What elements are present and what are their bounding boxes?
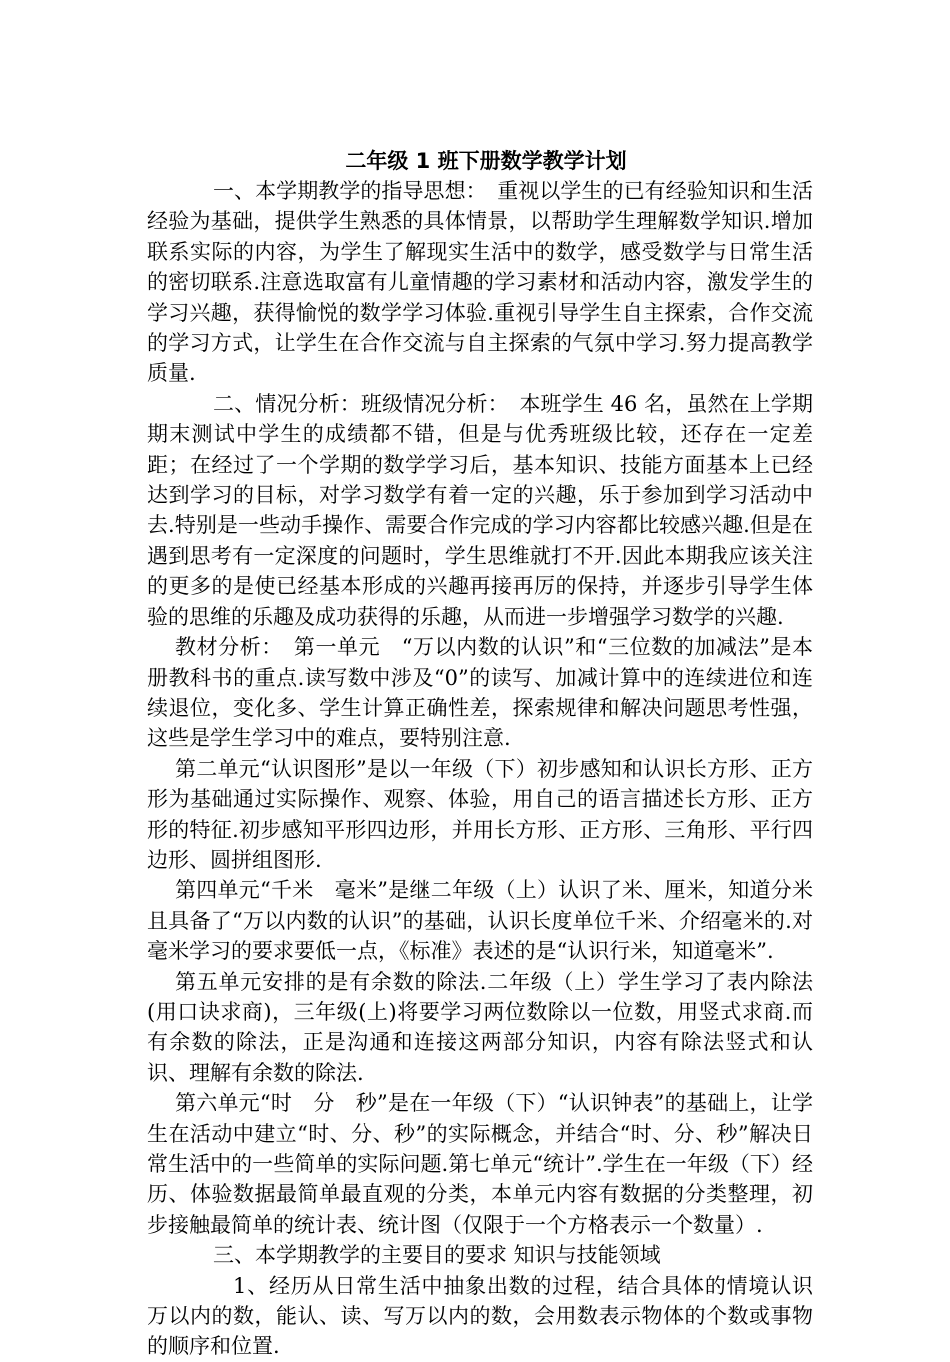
paragraph-guiding-thought: 一、本学期教学的指导思想： 重视以学生的已有经验知识和生活经验为基础，提供学生熟悉的具体情景，以帮助学生理解数学知识.增加联系实际的内容，为学生了解现实生活中的数学，感受数学与日常生活的密切联系.注意选取富有儿童情趣的学习素材和活动内容，激发学生的学习兴趣，获得愉悦的数学学习体验.重视引导学生自主探索，合作交流的学习方式，让学生在合作交流与自主探索的气氛中学习.努力提高教学质量. xyxy=(147,179,813,386)
paragraph-situation-analysis: 二、情况分析：班级情况分析： 本班学生 46 名，虽然在上学期期末测试中学生的成绩都不错，但是与优秀班级比较，还存在一定差距；在经过了一个学期的数学学习后，基本知识、技能方面基本上已经达到学习的目标，对学习数学有着一定的兴趣，乐于参加到学习活动中去.特别是一些动手操作、需要合作完成的学习内容都比较感兴趣.但是在遇到思考有一定深度的问题时，学生思维就打不开.因此本期我应该关注的更多的是使已经基本形成的兴趣再接再厉的保持，并逐步引导学生体验的思维的乐趣及成功获得的乐趣，从而进一步增强学习数学的兴趣. xyxy=(147,391,813,629)
paragraph-unit-four: 第四单元“千米 毫米”是继二年级（上）认识了米、厘米，知道分米且具备了“万以内数的认识”的基础，认识长度单位千米、介绍毫米的.对毫米学习的要求要低一点，《标准》表述的是“认识行米，知道毫米”. xyxy=(147,878,813,964)
paragraph-unit-five: 第五单元安排的是有余数的除法.二年级（上）学生学习了表内除法(用口诀求商)，三年级(上)将要学习两位数除以一位数，用竖式求商.而有余数的除法，正是沟通和连接这两部分知识，内容有除法竖式和认识、理解有余数的除法. xyxy=(147,969,813,1085)
paragraph-objectives-heading: 三、本学期教学的主要目的要求 知识与技能领域 xyxy=(213,1243,661,1268)
paragraph-textbook-analysis: 教材分析： 第一单元 “万以内数的认识”和“三位数的加减法”是本册教科书的重点.读写数中涉及“0”的读写、加减计算中的连续进位和连续退位，变化多、学生计算正确性差，探索规律和解决问题思考性强，这些是学生学习中的难点，要特别注意. xyxy=(147,635,813,751)
paragraph-unit-two: 第二单元“认识图形”是以一年级（下）初步感知和认识长方形、正方形为基础通过实际操作、观察、体验，用自己的语言描述长方形、正方形的特征.初步感知平形四边形，并用长方形、正方形、三角形、平行四边形、圆拼组图形. xyxy=(147,756,813,872)
document-page xyxy=(147,146,813,1362)
paragraph-objective-one: 1、经历从日常生活中抽象出数的过程，结合具体的情境认识万以内的数，能认、读、写万以内的数，会用数表示物体的个数或事物的顺序和位置. xyxy=(147,1273,813,1359)
paragraph-unit-six-seven: 第六单元“时 分 秒”是在一年级（下）“认识钟表”的基础上，让学生在活动中建立“时、分、秒”的实际概念，并结合“时、分、秒”解决日常生活中的一些简单的实际问题.第七单元“统计”.学生在一年级（下）经历、体验数据最简单最直观的分类，本单元内容有数据的分类整理，初步接触最简单的统计表、统计图（仅限于一个方格表示一个数量）. xyxy=(147,1091,813,1237)
document-title: 二年级 1 班下册数学教学计划 xyxy=(345,149,627,173)
